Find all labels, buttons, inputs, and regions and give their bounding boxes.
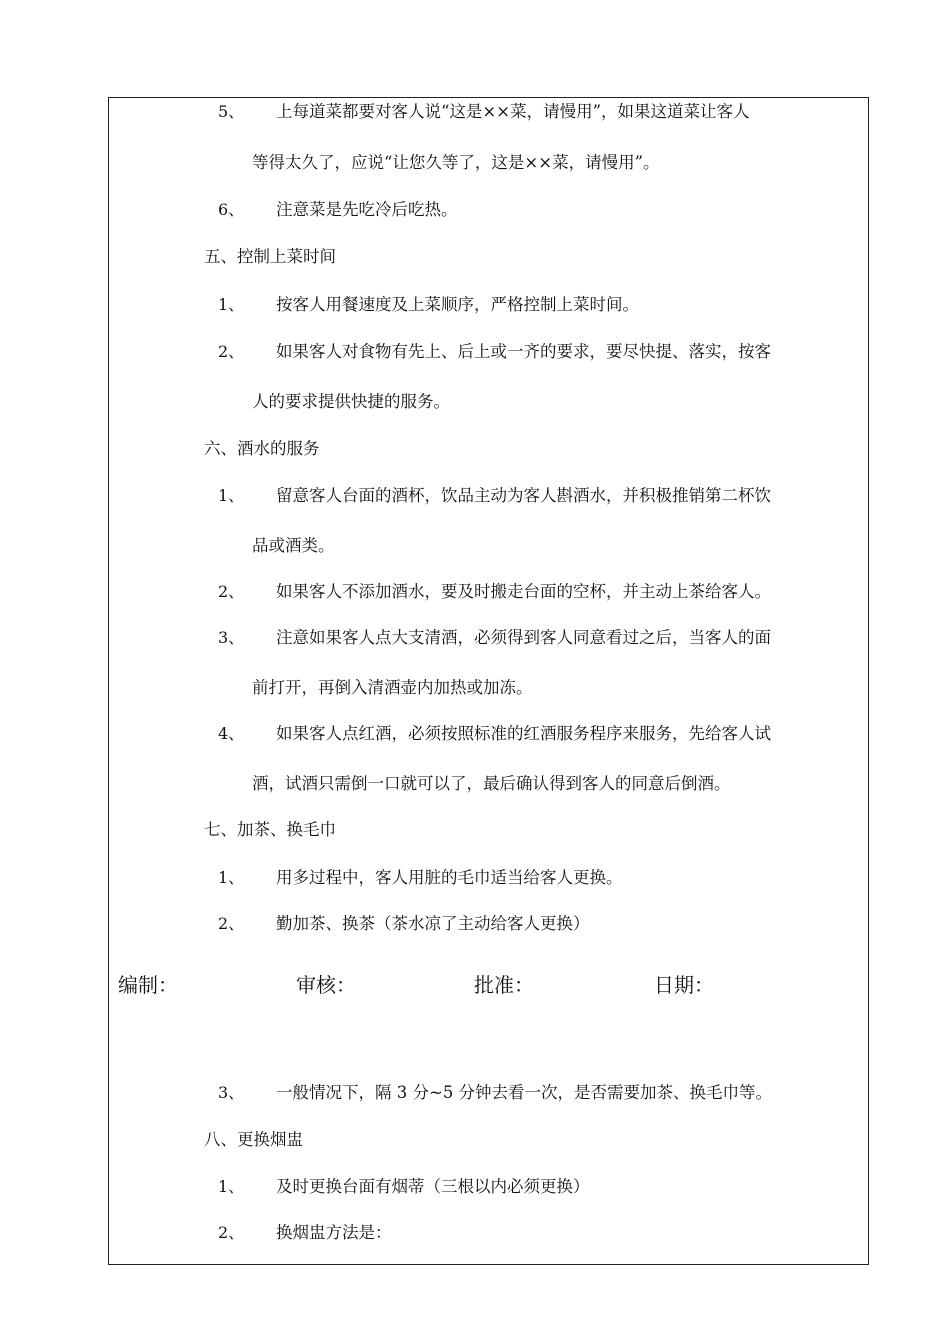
item-number: 6、 — [218, 200, 245, 219]
item-number: 1、 — [218, 1177, 245, 1196]
item-number: 5、 — [218, 102, 245, 121]
date-label: 日期： — [654, 973, 714, 997]
item-text: 用多过程中，客人用脏的毛巾适当给客人更换。 — [276, 868, 623, 887]
section-heading: 六、酒水的服务 — [204, 439, 320, 458]
item-text: 勤加茶、换茶（茶水凉了主动给客人更换） — [276, 914, 590, 933]
item-number: 2、 — [218, 342, 245, 361]
compiled-by-label: 编制： — [118, 973, 178, 997]
item-text-continued: 酒，试酒只需倒一口就可以了，最后确认得到客人的同意后倒酒。 — [252, 774, 731, 793]
item-text: 按客人用餐速度及上菜顺序，严格控制上菜时间。 — [276, 295, 639, 314]
item-text: 一般情况下，隔 3 分~5 分钟去看一次，是否需要加茶、换毛巾等。 — [276, 1083, 773, 1102]
item-text-continued: 前打开，再倒入清酒壶内加热或加冻。 — [252, 678, 533, 697]
item-text-continued: 人的要求提供快捷的服务。 — [252, 392, 450, 411]
section-heading: 五、控制上菜时间 — [204, 247, 336, 266]
item-text: 注意菜是先吃冷后吃热。 — [276, 200, 458, 219]
item-text-continued: 品或酒类。 — [252, 536, 335, 555]
item-text: 换烟盅方法是： — [276, 1223, 392, 1242]
reviewed-by-label: 审核： — [296, 973, 356, 997]
item-number: 3、 — [218, 628, 245, 647]
item-text: 及时更换台面有烟蒂（三根以内必须更换） — [276, 1177, 590, 1196]
section-heading: 八、更换烟盅 — [204, 1130, 303, 1149]
item-number: 1、 — [218, 868, 245, 887]
item-text: 如果客人不添加酒水，要及时搬走台面的空杯，并主动上茶给客人。 — [276, 582, 771, 601]
item-number: 2、 — [218, 914, 245, 933]
item-number: 3、 — [218, 1083, 245, 1102]
item-text: 注意如果客人点大支清酒，必须得到客人同意看过之后，当客人的面 — [276, 628, 771, 647]
item-number: 1、 — [218, 486, 245, 505]
approved-by-label: 批准： — [474, 973, 534, 997]
item-text: 如果客人对食物有先上、后上或一齐的要求，要尽快提、落实，按客 — [276, 342, 771, 361]
item-number: 1、 — [218, 295, 245, 314]
item-number: 2、 — [218, 582, 245, 601]
item-text-continued: 等得太久了，应说“让您久等了，这是××菜，请慢用”。 — [252, 153, 660, 172]
item-number: 2、 — [218, 1223, 245, 1242]
section-heading: 七、加茶、换毛巾 — [204, 820, 336, 839]
item-text: 上每道菜都要对客人说“这是××菜，请慢用”，如果这道菜让客人 — [276, 102, 750, 121]
item-text: 留意客人台面的酒杯，饮品主动为客人斟酒水，并积极推销第二杯饮 — [276, 486, 771, 505]
item-number: 4、 — [218, 724, 245, 743]
item-text: 如果客人点红酒，必须按照标准的红酒服务程序来服务，先给客人试 — [276, 724, 771, 743]
